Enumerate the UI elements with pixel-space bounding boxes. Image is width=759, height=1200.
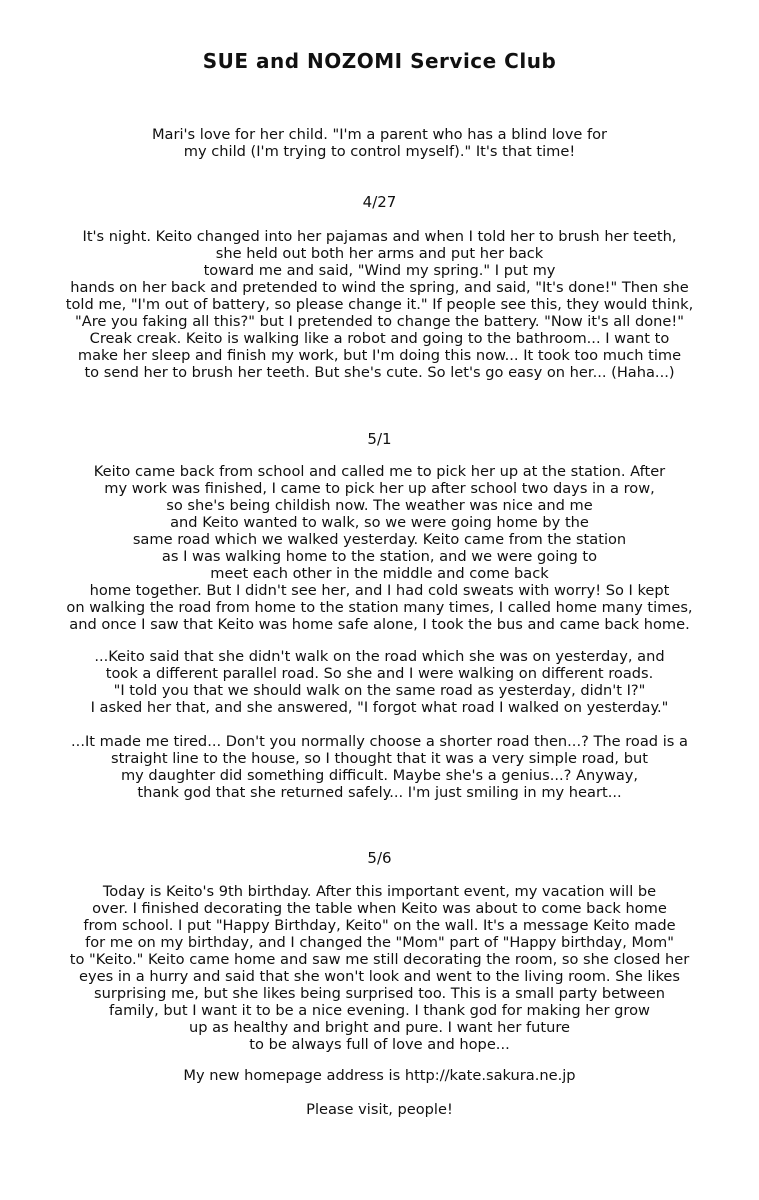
text-line: Mari's love for her child. "I'm a parent who has a blind love for <box>151 126 608 143</box>
text-line: up as healthy and bright and pure. I want her future <box>189 1019 570 1036</box>
text-line: to "Keito." Keito came home and saw me still decorating the room, so she closed her <box>69 951 690 968</box>
text-line: she held out both her arms and put her back <box>215 245 544 262</box>
text-line: to be always full of love and hope... <box>249 1036 510 1053</box>
text-line: on walking the road from home to the station many times, I called home many times, <box>66 599 693 616</box>
entry-date: 4/27 <box>362 193 397 211</box>
text-line: family, but I want it to be a nice evening. I thank god for making her grow <box>109 1002 650 1019</box>
page-title: SUE and NOZOMI Service Club <box>202 49 557 73</box>
text-line: home together. But I didn't see her, and I had cold sweats with worry! So I kept <box>89 582 670 599</box>
text-line: ...Keito said that she didn't walk on the road which she was on yesterday, and <box>94 648 665 665</box>
text-line: my child (I'm trying to control myself)." It's that time! <box>183 143 576 160</box>
text-line: my daughter did something difficult. Maybe she's a genius...? Anyway, <box>120 767 639 784</box>
text-line: took a different parallel road. So she and I were walking on different roads. <box>105 665 654 682</box>
text-line: "Are you faking all this?" but I pretended to change the battery. "Now it's all done!" <box>75 313 684 330</box>
homepage-address: My new homepage address is http://kate.sakura.ne.jp <box>183 1067 576 1084</box>
closing-line <box>20 1101 739 1118</box>
entry-date: 5/6 <box>367 849 392 867</box>
text-line: Creak creak. Keito is walking like a robot and going to the bathroom... I want to <box>89 330 670 347</box>
entry-paragraph <box>20 648 739 716</box>
text-line: Today is Keito's 9th birthday. After this important event, my vacation will be <box>102 883 657 900</box>
text-line: I asked her that, and she answered, "I forgot what road I walked on yesterday." <box>90 699 669 716</box>
entry-paragraph <box>20 463 739 633</box>
entry-date: 5/1 <box>367 430 392 448</box>
text-line: as I was walking home to the station, and we were going to <box>161 548 598 565</box>
text-line: straight line to the house, so I thought that it was a very simple road, but <box>111 750 648 767</box>
text-line: It's night. Keito changed into her pajamas and when I told her to brush her teeth, <box>82 228 677 245</box>
closing-text: Please visit, people! <box>306 1101 453 1118</box>
entry-paragraph <box>20 883 739 1053</box>
text-line: ...It made me tired... Don't you normally choose a shorter road then...? The road is a <box>71 733 688 750</box>
text-line: and Keito wanted to walk, so we were going home by the <box>170 514 589 531</box>
text-line: and once I saw that Keito was home safe alone, I took the bus and came back home. <box>69 616 690 633</box>
text-line: hands on her back and pretended to wind the spring, and said, "It's done!" Then she <box>70 279 689 296</box>
text-line: Keito came back from school and called me to pick her up at the station. After <box>93 463 666 480</box>
text-line: eyes in a hurry and said that she won't look and went to the living room. She likes <box>79 968 680 985</box>
text-line: over. I finished decorating the table when Keito was about to come back home <box>92 900 667 917</box>
text-line: toward me and said, "Wind my spring." I put my <box>203 262 556 279</box>
text-line: so she's being childish now. The weather was nice and me <box>166 497 593 514</box>
text-line: to send her to brush her teeth. But she's cute. So let's go easy on her... (Haha...) <box>84 364 675 381</box>
text-line: my work was finished, I came to pick her up after school two days in a row, <box>104 480 655 497</box>
text-line: meet each other in the middle and come back <box>210 565 549 582</box>
homepage-line <box>20 1067 739 1084</box>
entry-paragraph <box>20 733 739 801</box>
text-line: same road which we walked yesterday. Keito came from the station <box>132 531 627 548</box>
text-line: told me, "I'm out of battery, so please change it." If people see this, they would think, <box>65 296 694 313</box>
text-line: thank god that she returned safely... I'm just smiling in my heart... <box>137 784 622 801</box>
text-line: "I told you that we should walk on the same road as yesterday, didn't I?" <box>113 682 646 699</box>
text-line: for me on my birthday, and I changed the "Mom" part of "Happy birthday, Mom" <box>85 934 674 951</box>
text-line: from school. I put "Happy Birthday, Keito" on the wall. It's a message Keito made <box>83 917 676 934</box>
text-line: surprising me, but she likes being surprised too. This is a small party between <box>94 985 665 1002</box>
intro-paragraph <box>20 126 739 160</box>
text-line: make her sleep and finish my work, but I'm doing this now... It took too much time <box>77 347 682 364</box>
entry-paragraph <box>20 228 739 381</box>
